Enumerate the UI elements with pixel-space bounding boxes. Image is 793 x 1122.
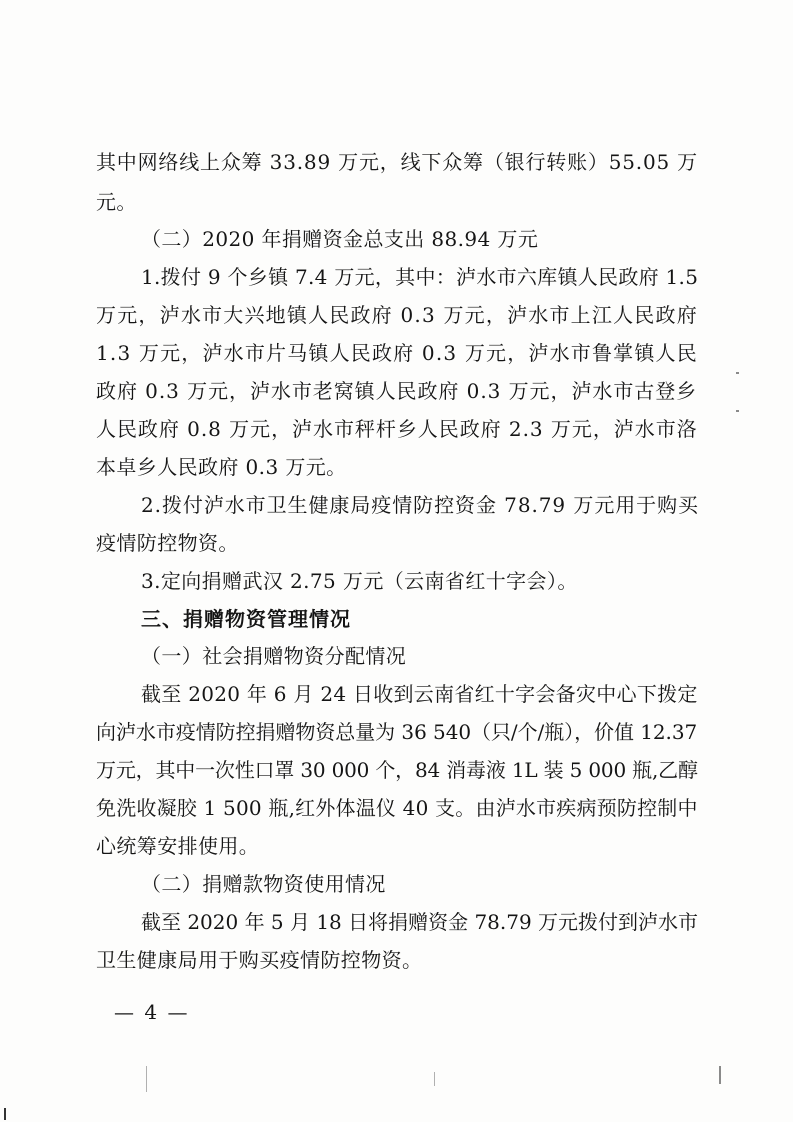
paragraph-line: 1.3 万元，泸水市片马镇人民政府 0.3 万元，泸水市鲁掌镇人民 (96, 341, 698, 365)
paragraph-line: 截至 2020 年 5 月 18 日将捐赠资金 78.79 万元拨付到泸水市 (141, 910, 698, 934)
paragraph-line: 向泸水市疫情防控捐赠物资总量为 36 540（只/个/瓶），价值 12.37 (96, 720, 698, 744)
paragraph-line: 免洗收凝胶 1 500 瓶,红外体温仪 40 支。由泸水市疾病预防控制中 (96, 796, 698, 820)
paragraph-line: 3.定向捐赠武汉 2.75 万元（云南省红十字会）。 (141, 569, 578, 593)
paragraph-line: 卫生健康局用于购买疫情防控物资。 (96, 948, 423, 972)
paragraph-line: 1.拨付 9 个乡镇 7.4 万元，其中：泸水市六库镇人民政府 1.5 (141, 265, 699, 289)
paragraph-line: 心统筹安排使用。 (96, 834, 260, 858)
paragraph-line: （二）2020 年捐赠资金总支出 88.94 万元 (141, 227, 539, 251)
scan-mark (146, 1066, 147, 1092)
paragraph-line: 2.拨付泸水市卫生健康局疫情防控资金 78.79 万元用于购买 (141, 493, 699, 517)
paragraph-line: （一）社会捐赠物资分配情况 (141, 644, 407, 668)
paragraph-line: （二）捐赠款物资使用情况 (141, 872, 386, 896)
paragraph-line: 疫情防控物资。 (96, 531, 239, 555)
scan-mark (4, 1108, 6, 1120)
paragraph-line: 万元，其中一次性口罩 30 000 个，84 消毒液 1L 装 5 000 瓶,乙醇 (96, 758, 698, 782)
scan-mark (719, 1066, 721, 1084)
page-number: — 4 — (114, 1000, 190, 1024)
scan-mark (736, 410, 739, 412)
paragraph-line: 元。 (96, 190, 137, 214)
paragraph-line: 截至 2020 年 6 月 24 日收到云南省红十字会备灾中心下拨定 (141, 682, 698, 706)
paragraph-line: 人民政府 0.8 万元，泸水市秤杆乡人民政府 2.3 万元，泸水市洛 (96, 417, 698, 441)
scan-mark (736, 372, 739, 374)
paragraph-line: 万元，泸水市大兴地镇人民政府 0.3 万元，泸水市上江人民政府 (96, 303, 698, 327)
scan-mark (434, 1072, 435, 1086)
section-heading: 三、捐赠物资管理情况 (141, 607, 351, 631)
paragraph-line: 其中网络线上众筹 33.89 万元，线下众筹（银行转账）55.05 万 (96, 150, 698, 174)
paragraph-line: 政府 0.3 万元，泸水市老窝镇人民政府 0.3 万元，泸水市古登乡 (96, 379, 698, 403)
paragraph-line: 本卓乡人民政府 0.3 万元。 (96, 455, 347, 479)
